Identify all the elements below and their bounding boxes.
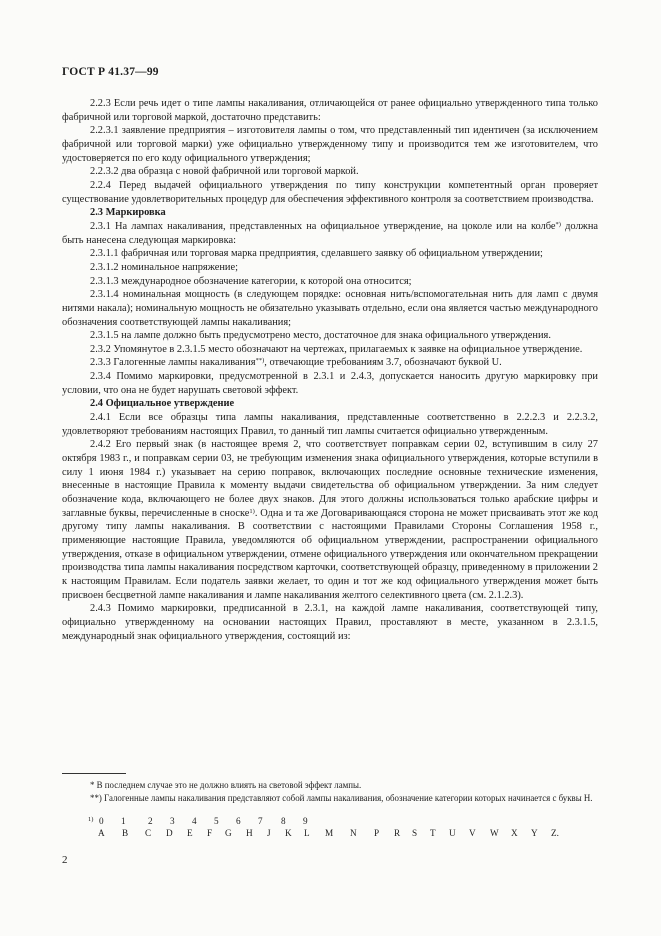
paragraph-2-4-2	[62, 438, 598, 602]
document-header: ГОСТ Р 41.37—99	[62, 66, 159, 78]
code-letter: S	[412, 828, 418, 838]
code-letter: H	[246, 828, 253, 838]
paragraph-2-3-3	[62, 356, 598, 370]
code-letter: B	[122, 828, 129, 838]
paragraph-2-3-1-text-b: должна быть нанесена следующая маркировка:	[62, 220, 599, 246]
code-letter: L	[304, 828, 310, 838]
paragraph-2-2-3-2: 2.2.3.2 два образца с новой фабричной или торговой маркой.	[90, 166, 359, 178]
code-letter: D	[166, 828, 173, 838]
footnote-one-marker: 1)	[88, 816, 94, 823]
code-letter: F	[207, 828, 213, 838]
paragraph-2-4-2-text-a: 2.4.2 Его первый знак (в настоящее время 2, что соответствует поправкам серии 02, вступившим в силу 27 октября 1983 г., и поправкам серии 03, не требующим изменения знака официального утверждения, которые вступили в силу 1 июня 1984 г.) указывает на серию поправок, включающих последние основные технические изменения, внесенные в настоящие Правила к моменту выдачи свидетельства об официальном утверждении. За ним следует обозначение кода, включающего не более двух знаков. Для этого должны использоваться только арабские цифры и заглавные буквы, перечисленные в сноске	[62, 439, 598, 519]
code-digit: 4	[192, 816, 197, 826]
footnote-ref-one: 1)	[249, 507, 255, 515]
footnote-double-star: **) Галогенные лампы накаливания представляют собой лампы накаливания, обозначение категории которых начинается с буквы Н.	[90, 793, 593, 803]
paragraph-2-3-2: 2.3.2 Упомянутое в 2.3.1.5 место обозначают на чертежах, прилагаемых к заявке на официальное утверждение.	[90, 343, 583, 355]
paragraph-2-3-1-3: 2.3.1.3 международное обозначение категории, к которой она относится;	[90, 275, 412, 287]
code-letter: P	[374, 828, 380, 838]
paragraph-2-3-1-4: 2.3.1.4 номинальная мощность (в следующем порядке: основная нить/вспомогательная нить для ламп с двумя нитями накала); номинальную мощность не обязательно указывать отдельно, если она является частью международного обозначения соответствующей лампы накаливания;	[62, 289, 598, 328]
code-letter: J	[267, 828, 271, 838]
code-digit: 5	[214, 816, 219, 826]
code-digit: 6	[236, 816, 241, 826]
paragraph-2-3-3-text-b: , отвечающие требованиям 3.7, обозначают буквой U.	[264, 357, 502, 369]
paragraph-2-3-1-1: 2.3.1.1 фабричная или торговая марка предприятия, сделавшего заявку об официальном утверждении;	[90, 248, 543, 260]
footnote-divider	[62, 773, 126, 774]
code-letter: Z.	[551, 828, 559, 838]
code-letter: W	[490, 828, 499, 838]
code-digit: 1	[121, 816, 126, 826]
code-letter: T	[430, 828, 436, 838]
page-number: 2	[62, 854, 68, 866]
code-letter: K	[285, 828, 292, 838]
code-digit: 7	[258, 816, 263, 826]
code-letter: G	[225, 828, 232, 838]
code-letter: C	[145, 828, 152, 838]
code-digit: 0	[99, 816, 104, 826]
paragraph-2-4-2-text-b: . Одна и та же Договаривающаяся сторона не может присваивать этот же код другому типу лампы накаливания. В соответствии с настоящими Правилами Стороны Соглашения 1958 г., применяющие настоящие Правила, уведомляются об официальном утверждении, распространении официального утверждения, отказе в официальном утверждении, отмене официального утверждения или окончательном прекращении производства типа лампы накаливания посредством карточки, соответствующей образцу, приведенному в приложении 2 к настоящим Правилам. Если податель заявки желает, то один и тот же код официального утверждения может быть присвоен бесцветной лампе накаливания и лампе накаливания желтого селективного цвета (см. 2.1.2.3).	[62, 507, 598, 601]
paragraph-2-3-1-2: 2.3.1.2 номинальное напряжение;	[90, 261, 238, 273]
paragraph-2-3-1	[62, 220, 598, 247]
footnote-ref-star: *)	[555, 220, 561, 228]
section-heading-2-4: 2.4 Официальное утверждение	[90, 398, 235, 410]
paragraph-2-3-1-text-a: 2.3.1 На лампах накаливания, представленных на официальное утверждение, на цоколе или на колбе	[90, 220, 556, 232]
code-letter: M	[325, 828, 334, 838]
paragraph-2-3-1-5: 2.3.1.5 на лампе должно быть предусмотрено место, достаточное для знака официального утверждения.	[90, 330, 551, 342]
footnote-ref-double-star: **)	[255, 357, 265, 365]
code-digit: 3	[170, 816, 175, 826]
code-letter: U	[449, 828, 456, 838]
paragraph-2-2-3: 2.2.3 Если речь идет о типе лампы накаливания, отличающейся от ранее официально утвержденного типа только фабричной или торговой маркой, достаточно представить:	[62, 98, 598, 123]
code-letter: V	[469, 828, 476, 838]
code-letter: N	[350, 828, 357, 838]
paragraph-2-3-3-text-a: 2.3.3 Галогенные лампы накаливания	[90, 357, 256, 369]
code-letter: A	[98, 828, 105, 838]
code-letter: Y	[531, 828, 538, 838]
section-heading-2-3: 2.3 Маркировка	[90, 207, 166, 219]
code-letter: E	[187, 828, 193, 838]
paragraph-2-4-1: 2.4.1 Если все образцы типа лампы накаливания, представленные соответственно в 2.2.2.3 и 2.2.3.2, удовлетворяют требованиям настоящих Правил, то данный тип лампы считается официально утвержденным.	[62, 412, 598, 437]
code-digit: 9	[303, 816, 308, 826]
paragraph-2-2-3-1: 2.2.3.1 заявление предприятия – изготовителя лампы о том, что представленный тип идентичен (за исключением фабричной или торговой марки) уже официально утвержденному типу и производится тем же изготовителем, что удостоверяется по его коду официального утверждения;	[62, 125, 598, 164]
code-digit: 2	[148, 816, 153, 826]
paragraph-2-2-4: 2.2.4 Перед выдачей официального утверждения по типу конструкции компетентный орган проверяет существование удовлетворительных процедур для обеспечения эффективного контроля за соответствием производства.	[62, 179, 598, 205]
code-letter: X	[511, 828, 518, 838]
paragraph-2-4-3: 2.4.3 Помимо маркировки, предписанной в 2.3.1, на каждой лампе накаливания, соответствующей типу, официально утвержденному на основании настоящих Правил, проставляют в месте, указанном в 2.3.1.5, международный знак официального утверждения, состоящий из:	[62, 603, 598, 642]
footnote-star: * В последнем случае это не должно влиять на световой эффект лампы.	[90, 780, 362, 790]
document-body	[62, 97, 598, 643]
code-letter: R	[394, 828, 401, 838]
paragraph-2-3-4: 2.3.4 Помимо маркировки, предусмотренной в 2.3.1 и 2.4.3, допускается наносить другую маркировку при условии, что она не будет нарушать световой эффект.	[62, 371, 598, 396]
code-digit: 8	[281, 816, 286, 826]
